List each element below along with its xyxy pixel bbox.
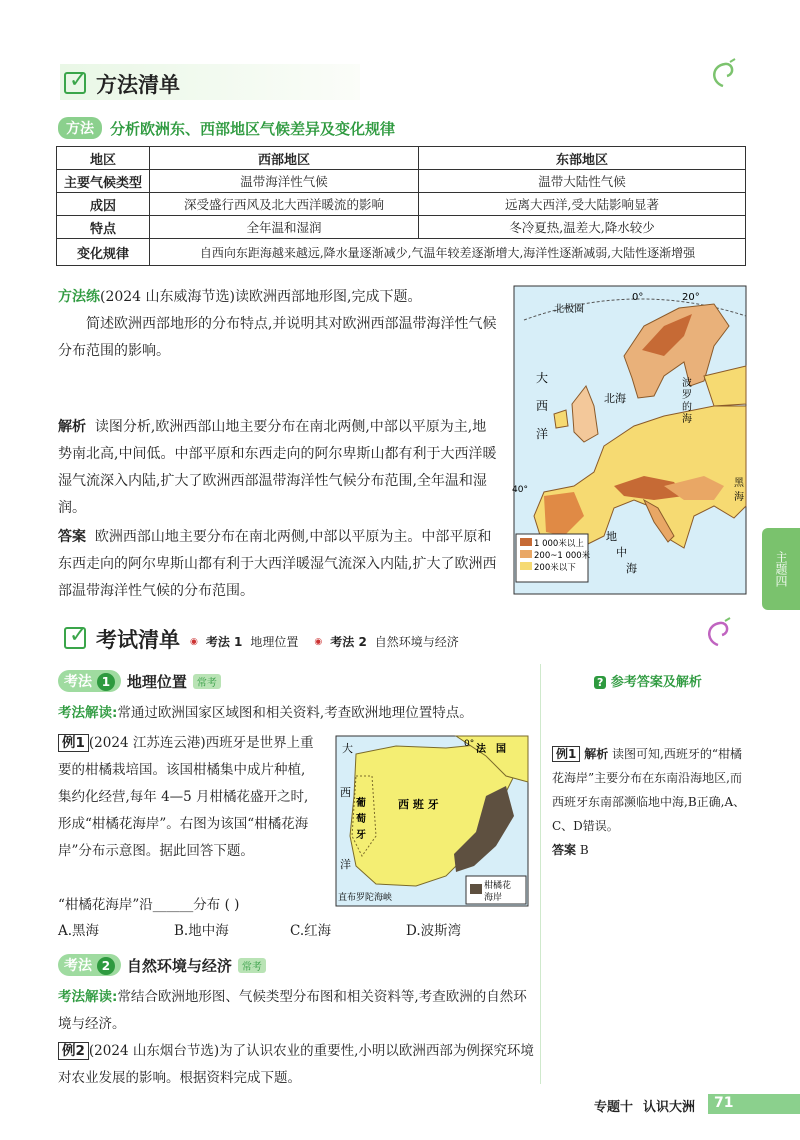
- sidebar-answer: [552, 838, 752, 862]
- interp-text: 常通过欧洲国家区域图和相关资料,考查欧洲地理位置特点。: [117, 705, 473, 721]
- map-label-black-sea: 海: [734, 492, 744, 503]
- map-label-atlantic: 洋: [536, 427, 549, 441]
- spain-map-portugal: 葡: [356, 798, 366, 809]
- practice-source: (2024 山东威海节选)读欧洲西部地形图,完成下题。: [100, 289, 422, 305]
- table-cell: 冬冷夏热,温差大,降水较少: [419, 216, 746, 239]
- example-body: (2024 山东烟台节选)为了认识农业的重要性,小明以欧洲西部为例探究环境对农业发展的影响。根据资料完成下题。: [58, 1043, 534, 1086]
- table-row: [57, 239, 746, 266]
- answer-label: 答案: [58, 529, 86, 545]
- sidebar-example-label: 例1: [552, 746, 580, 762]
- row-label: 变化规律: [57, 239, 150, 266]
- footer-chapter: 专题十: [594, 1100, 634, 1115]
- legend-mid: 200~1 000米: [534, 551, 591, 561]
- bullet-icon: ◉: [190, 636, 198, 647]
- table-header-cell: 西部地区: [150, 147, 419, 170]
- map-label-baltic: 波: [682, 378, 692, 389]
- method-section-title: 方法清单: [96, 73, 180, 97]
- map-label-med: 地: [606, 530, 617, 543]
- option-c[interactable]: C.红海: [290, 923, 332, 939]
- analysis-label: 解析: [58, 419, 86, 435]
- spain-map-lon0: 0°: [464, 739, 475, 749]
- sidebar-analysis-label: 解析: [584, 747, 609, 761]
- example1-text: [58, 730, 314, 865]
- map-label-lat40: 40°: [512, 485, 528, 495]
- leaf-swirl-icon: [700, 615, 736, 651]
- exam-tab-2-code[interactable]: 考法 2: [330, 635, 367, 649]
- sidebar-answer-text: B: [579, 843, 589, 857]
- example-label: 例1: [58, 734, 89, 752]
- practice-question: 简述欧洲西部地形的分布特点,并说明其对欧洲西部温带海洋性气候分布范围的影响。: [58, 316, 497, 359]
- exam-tab-1-code[interactable]: 考法 1: [205, 635, 243, 649]
- table-cell: 温带大陆性气候: [419, 170, 746, 193]
- answer-text: 欧洲西部山地主要分布在南北两侧,中部以平原为主。中部平原和东西走向的阿尔卑斯山都有利于大西洋暖湿气流深入内陆,扩大了欧洲西部温带海洋性气候的分布范围。: [58, 529, 497, 599]
- kaofa2-title: 自然环境与经济: [126, 956, 232, 975]
- map-label-atlantic: 大: [536, 371, 549, 385]
- map-label-lon20: 20°: [682, 292, 700, 303]
- example-label: 例2: [58, 1042, 89, 1060]
- option-b[interactable]: B.地中海: [174, 923, 229, 939]
- climate-comparison-table: [56, 146, 746, 266]
- kaofa1-heading: [58, 670, 221, 692]
- kaofa-pill: [58, 670, 121, 692]
- spain-map-france: 国: [496, 744, 506, 755]
- spain-map-portugal: 萄: [356, 814, 366, 825]
- interp-text: 常结合欧洲地形图、气候类型分布图和相关资料等,考查欧洲的自然环境与经济。: [58, 989, 527, 1032]
- map-label-atlantic: 西: [536, 399, 549, 413]
- spain-map-strait: 直布罗陀海峡: [338, 893, 393, 903]
- kaofa2-interp: [58, 984, 538, 1038]
- row-label: 主要气候类型: [57, 170, 150, 193]
- exam-tab-1-title[interactable]: 地理位置: [250, 635, 299, 649]
- practice-label: 方法练: [58, 289, 100, 305]
- kaofa-number: 1: [97, 673, 115, 691]
- kaofa-pill-label: 考法: [64, 674, 92, 690]
- sidebar-analysis-text: 读图可知,西班牙的“柑橘花海岸”主要分布在东南沿海地区,而西班牙东南部濒临地中海,B正确,A、C、D错误。: [552, 747, 746, 833]
- kaofa-number: 2: [97, 957, 115, 975]
- spain-map-yang: 洋: [340, 858, 351, 871]
- table-cell-merged: 自西向东距海越来越远,降水量逐渐减少,气温年较差逐渐增大,海洋性逐渐减弱,大陆性逐渐增强: [150, 239, 746, 266]
- map-label-lon0: 0°: [632, 292, 644, 303]
- exam-section-title: 考试清单: [96, 628, 180, 652]
- sidebar-analysis: [552, 742, 752, 862]
- europe-terrain-map: [514, 286, 746, 594]
- kaofa1-interp: [58, 700, 538, 727]
- table-row: [57, 193, 746, 216]
- exam-tabs: [190, 633, 459, 650]
- table-header-cell: 地区: [57, 147, 150, 170]
- map-label-north-sea: 北海: [604, 392, 626, 405]
- table-cell: 深受盛行西风及北大西洋暖流的影响: [150, 193, 419, 216]
- page-number: 71: [714, 1095, 734, 1111]
- row-label: 成因: [57, 193, 150, 216]
- example1-options: [58, 918, 538, 945]
- map-label-baltic: 的: [682, 402, 692, 413]
- side-tab: [762, 528, 800, 610]
- kaofa-pill: [58, 954, 121, 976]
- spain-map-spain: 西 班 牙: [398, 798, 439, 811]
- spain-map-legend: 柑橘花: [484, 881, 512, 891]
- table-cell: 远离大西洋,受大陆影响显著: [419, 193, 746, 216]
- spain-map-france: 法: [476, 744, 486, 755]
- bullet-icon: ◉: [314, 636, 323, 647]
- table-row: [57, 216, 746, 239]
- spain-citrus-map: [336, 736, 528, 906]
- option-d[interactable]: D.波斯湾: [406, 923, 462, 939]
- footer-title: 认识大洲: [643, 1100, 696, 1115]
- exam-tab-2-title[interactable]: 自然环境与经济: [374, 635, 459, 649]
- check-icon: ✓: [64, 627, 86, 649]
- key-icon: ?: [594, 676, 606, 689]
- table-cell: 温带海洋性气候: [150, 170, 419, 193]
- table-cell: 全年温和湿润: [150, 216, 419, 239]
- example1-question: “柑橘花海岸”沿______分布 ( ): [58, 897, 240, 913]
- kaofa-pill-label: 考法: [64, 958, 92, 974]
- row-label: 特点: [57, 216, 150, 239]
- example-body: (2024 江苏连云港)西班牙是世界上重要的柑橘栽培国。该国柑橘集中成片种植,集约化经营,每年 4—5 月柑橘花盛开之时,形成“柑橘花海岸”。右图为该国“柑橘花海岸”分布示意图。据此回答下题。: [58, 735, 314, 859]
- kaofa2-heading: [58, 954, 266, 976]
- table-header-cell: 东部地区: [419, 147, 746, 170]
- tag-badge: 常考: [193, 674, 221, 689]
- option-a[interactable]: A.黑海: [58, 923, 100, 939]
- map-label-med: 中: [616, 546, 627, 559]
- spain-map-xi: 西: [340, 786, 351, 799]
- leaf-swirl-icon: [705, 56, 741, 92]
- kaofa1-title: 地理位置: [126, 672, 187, 691]
- practice-block: [58, 284, 498, 365]
- method-pill: 方法: [58, 117, 102, 139]
- table-row: [57, 170, 746, 193]
- analysis-text: 读图分析,欧洲西部山地主要分布在南北两侧,中部以平原为主,地势南北高,中间低。中部平原和东西走向的阿尔卑斯山都有利于大西洋暖湿气流深入内陆,扩大了欧洲西部温带海洋性气候分布范围,全年温和湿润。: [58, 419, 497, 516]
- interp-label: 考法解读:: [58, 705, 118, 721]
- tag-badge: 常考: [238, 958, 266, 973]
- ref-answer-title: 参考答案及解析: [610, 675, 702, 690]
- map-label-med: 海: [626, 562, 637, 575]
- answer-block: [58, 524, 498, 605]
- check-icon: ✓: [64, 72, 86, 94]
- map-label-arctic: 北极圈: [554, 304, 584, 315]
- map-label-baltic: 罗: [682, 390, 692, 401]
- legend-high: 1 000米以上: [534, 539, 584, 549]
- practice-line: [58, 284, 498, 311]
- footer: [594, 1096, 695, 1115]
- interp-label: 考法解读:: [58, 989, 118, 1005]
- spain-map-portugal: 牙: [356, 830, 366, 841]
- method-line: [58, 117, 395, 139]
- map-label-baltic: 海: [682, 414, 692, 425]
- sidebar-answer-label: 答案: [552, 843, 577, 857]
- spain-map-da: 大: [342, 742, 353, 755]
- example2-text: [58, 1038, 538, 1092]
- analysis-block: [58, 414, 498, 522]
- sidebar-divider: [540, 664, 541, 1084]
- method-title: 分析欧洲东、西部地区气候差异及变化规律: [110, 119, 396, 138]
- side-tab-label: 主题四: [774, 551, 788, 587]
- legend-low: 200米以下: [534, 563, 576, 573]
- ref-answer-heading: [594, 671, 702, 690]
- map-label-black-sea: 黑: [734, 478, 744, 489]
- spain-map-legend: 海岸: [484, 893, 503, 903]
- table-header-row: [57, 147, 746, 170]
